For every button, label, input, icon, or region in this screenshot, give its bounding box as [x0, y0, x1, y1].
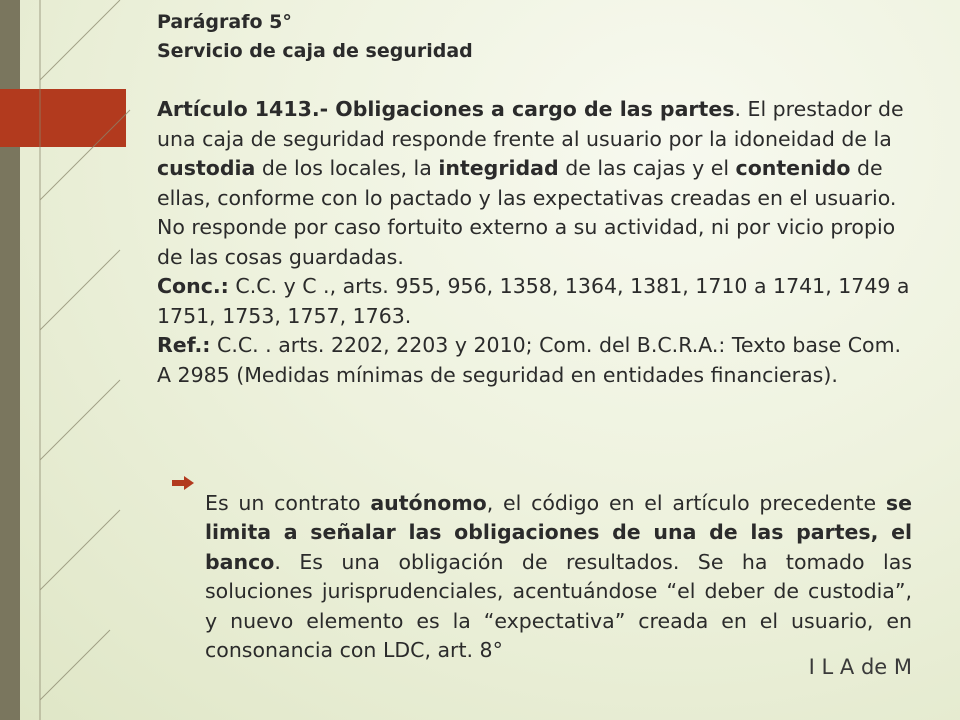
bullet-text-2: , el código en el artículo precedente: [486, 490, 886, 515]
references-paragraph: [157, 331, 917, 390]
section-title: Servicio de caja de seguridad: [157, 40, 473, 62]
article-bold-custodia: custodia: [157, 156, 256, 180]
spacer: [157, 66, 917, 95]
article-bold-contenido: contenido: [735, 156, 851, 180]
references-text: C.C. . arts. 2202, 2203 y 2010; Com. del B.C.R.A.: Texto base Com. A 2985 (Medidas mínimas de seguridad en entidades financieras).: [157, 333, 902, 387]
bullet-text-3: . Es una obligación de resultados. Se ha tomado las soluciones jurisprudenciales, acentuándose “el deber de custodia”, y nuevo elemento es la “expectativa” creada en el usuario, en consonancia con LDC, art. 8°: [205, 549, 912, 662]
article-text-1: . El prestador de una caja de seguridad responde frente al usuario por la idoneidad de la: [157, 97, 904, 151]
article-paragraph: [157, 95, 917, 272]
author-signature: I L A de M: [808, 655, 912, 679]
arrow-right-icon: [172, 476, 194, 490]
article-text-2: de los locales, la: [255, 156, 439, 180]
article-heading: Artículo 1413.- Obligaciones a cargo de las partes: [157, 97, 735, 121]
bullet-text: [205, 489, 912, 666]
concordances-text: C.C. y C ., arts. 955, 956, 1358, 1364, 1381, 1710 a 1741, 1749 a 1751, 1753, 1757, 1763.: [157, 274, 910, 328]
references-label: Ref.:: [157, 333, 211, 357]
article-content: [157, 8, 917, 390]
bullet-text-1: Es un contrato: [205, 490, 371, 515]
bullet-bold-obligaciones: se limita a señalar las obligaciones de una de las partes, el banco: [205, 490, 912, 574]
article-text-4: de ellas, conforme con lo pactado y las expectativas creadas en el usuario. No responde por caso fortuito externo a su actividad, ni por vicio propio de las cosas guardadas.: [157, 156, 897, 269]
bullet-bold-autonomo: autónomo: [370, 490, 487, 515]
accent-tab: [0, 89, 126, 147]
bullet-item: [172, 468, 912, 686]
article-text-3: de las cajas y el: [558, 156, 736, 180]
article-bold-integridad: integridad: [438, 156, 559, 180]
concordances-paragraph: [157, 272, 917, 331]
concordances-label: Conc.:: [157, 274, 229, 298]
paragraph-title: Parágrafo 5°: [157, 11, 292, 33]
